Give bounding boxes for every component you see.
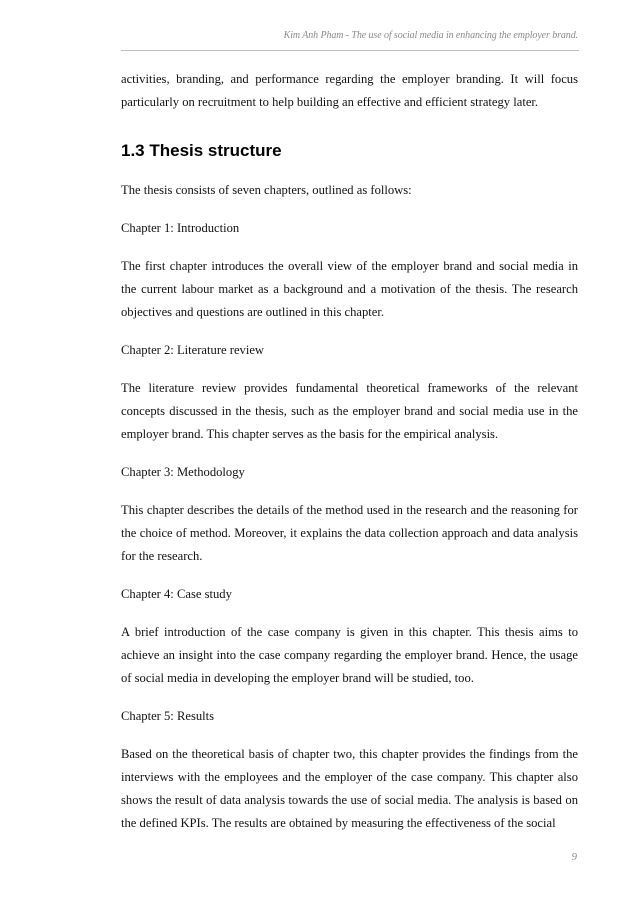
chapter-5-title: Chapter 5: Results xyxy=(121,709,215,723)
chapter-5-body: Based on the theoretical basis of chapter two, this chapter provides the findings from the interviews with the employees and the employer of the case company. This chapter also shows the result of data analysis towards the use of social media. The analysis is based on the defined KPIs. The results are obtained by measuring the effectiveness of the social xyxy=(121,747,578,830)
intro-paragraph: activities, branding, and performance regarding the employer branding. It will focus particularly on recruitment to help building an effective and efficient strategy later. xyxy=(121,72,578,109)
page-number: 9 xyxy=(571,851,577,863)
chapter-2-title: Chapter 2: Literature review xyxy=(121,343,265,357)
section-heading: 1.3 Thesis structure xyxy=(121,141,282,160)
section-lead: The thesis consists of seven chapters, outlined as follows: xyxy=(121,183,412,197)
chapter-4-title: Chapter 4: Case study xyxy=(121,587,232,601)
page-content xyxy=(121,68,578,835)
chapter-1-body: The first chapter introduces the overall view of the employer brand and social media in the current labour market as a background and a motivation of the thesis. The research objectives and questions are outlined in this chapter. xyxy=(121,259,578,319)
chapter-1-title: Chapter 1: Introduction xyxy=(121,221,240,235)
header-rule xyxy=(121,50,579,51)
chapter-2-body: The literature review provides fundamental theoretical frameworks of the relevant concepts discussed in the thesis, such as the employer brand and social media use in the employer brand. This chapter serves as the basis for the empirical analysis. xyxy=(121,381,578,441)
chapter-3-body: This chapter describes the details of the method used in the research and the reasoning for the choice of method. Moreover, it explains the data collection approach and data analysis for the research. xyxy=(121,503,578,563)
running-header: Kim Anh Pham - The use of social media in enhancing the employer brand. xyxy=(283,30,578,41)
chapter-3-title: Chapter 3: Methodology xyxy=(121,465,245,479)
chapter-4-body: A brief introduction of the case company is given in this chapter. This thesis aims to achieve an insight into the case company regarding the employer brand. Hence, the usage of social media in developing the employer brand will be studied, too. xyxy=(121,625,578,685)
